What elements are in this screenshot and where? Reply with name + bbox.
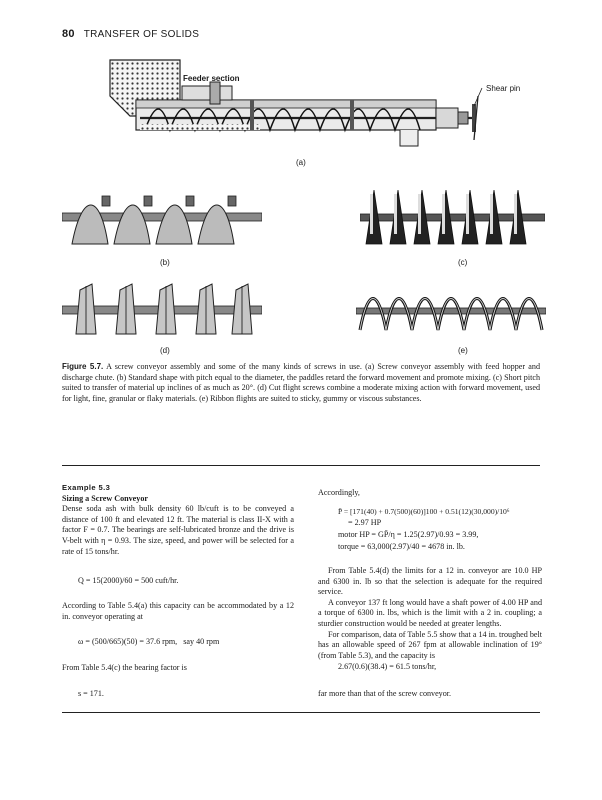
figure-caption-text: A screw conveyor assembly and some of the many kinds of screws in use. (a) Screw conveyor assembly with feed hopper and discharge chute. (b) Standard shape with pitch equal to the diameter, the paddles retard the forward movement and promote mixing. (c) Short pitch suited to transfer of material up inclines of as much as 20°. (d) Cut flight screws combine a moderate mixing action with forward movement, used for light, fine, granular or flaky materials. (e) Ribbon flights are suited to sticky, gummy or viscous substances. <box>62 362 540 403</box>
conveyor-assembly-drawing <box>100 56 500 152</box>
equation-torque: torque = 63,000(2.97)/40 = 4678 in. lb. <box>338 542 465 551</box>
panel-label-d: (d) <box>160 346 170 355</box>
example-para-capacity <box>62 601 294 622</box>
para-far-more: far more than that of the screw conveyor. <box>318 689 452 698</box>
para-comparison: For comparison, data of Table 5.5 show that a 14 in. troughed belt has an allowable speed of 267 fpm at allowable inclination of 19° (from Table 5.3), and the capacity is <box>318 629 542 660</box>
example-intro: Dense soda ash with bulk density 60 lb/cuft is to be conveyed a distance of 100 ft and elevated 12 ft. The material is class II-X with a factor F = 0.7. The bearings are self-lubricated bronze and the drive is V-belt with η = 0.93. The size, speed, and power will be selected for a rate of 15 tons/hr. <box>62 504 294 556</box>
para-limits: From Table 5.4(d) the limits for a 12 in. conveyor are 10.0 HP and 6300 in. lb so that the selection is adequate for the required service. <box>318 566 542 597</box>
shear-pin-label: Shear pin <box>486 84 521 93</box>
right-accordingly: Accordingly, <box>318 488 360 497</box>
right-paragraphs <box>318 566 542 661</box>
example-subtitle: Sizing a Screw Conveyor <box>62 493 148 503</box>
panel-label-b: (b) <box>160 258 170 267</box>
panel-label-c: (c) <box>458 258 468 267</box>
short-pitch-screw-drawing <box>360 182 545 252</box>
example-column-left <box>62 483 294 557</box>
example-para-bearing: From Table 5.4(c) the bearing factor is <box>62 663 187 672</box>
panel-label-a: (a) <box>296 158 306 167</box>
equation-belt-capacity: 2.67(0.6)(38.4) = 61.5 tons/hr, <box>338 662 437 671</box>
example-title: Example 5.3 <box>62 483 111 492</box>
equation-s: s = 171. <box>78 689 104 698</box>
figure-caption <box>62 362 540 404</box>
equation-motor-hp: motor HP = GP̄/η = 1.25(2.97)/0.93 = 3.99, <box>338 530 479 539</box>
para-137ft: A conveyor 137 ft long would have a shaft power of 4.00 HP and a torque of 6300 in. lbs, which is the limit with a 2 in. coupling; a sturdier construction would be needed at greater lengths. <box>318 597 542 628</box>
feeder-section-label: Feeder section <box>183 74 240 83</box>
standard-screw-drawing <box>62 182 262 252</box>
running-title: TRANSFER OF SOLIDS <box>83 29 200 40</box>
equation-power-result: = 2.97 HP <box>348 518 382 527</box>
ribbon-flight-screw-drawing <box>356 286 546 336</box>
figure-caption-label: Figure 5.7. <box>62 362 104 371</box>
panel-label-e: (e) <box>458 346 468 355</box>
equation-q: Q = 15(2000)/60 = 500 cuft/hr. <box>78 576 179 585</box>
para-capacity-text: According to Table 5.4(a) this capacity can be accommodated by a 12 in. conveyor operating at <box>62 601 294 621</box>
cut-flight-screw-drawing <box>62 276 262 342</box>
section-rule-top <box>62 465 540 466</box>
running-header <box>62 28 199 40</box>
equation-omega: ω = (500/665)(50) = 37.6 rpm, say 40 rpm <box>78 637 220 646</box>
page-number: 80 <box>62 28 75 40</box>
equation-power: P̄ = [171(40) + 0.7(500)(60)]100 + 0.51(12)(30,000)/10⁶ <box>338 507 510 516</box>
section-rule-bottom <box>62 712 540 713</box>
